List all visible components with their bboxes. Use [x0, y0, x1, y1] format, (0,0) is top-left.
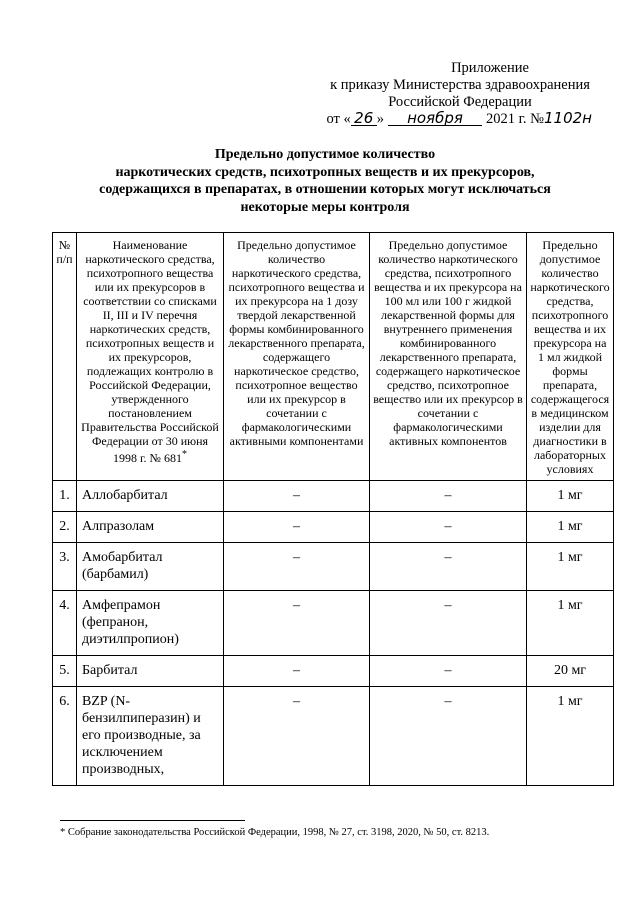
row-diagnostic-limit: 1 мг: [527, 481, 614, 512]
handwritten-day: 26: [351, 111, 377, 126]
row-substance: Алпразолам: [77, 512, 224, 543]
header-diagnostic-device: Предельно допустимое количество наркотического средства, психотропного вещества и их прекурсора на 1 мл жидкой формы препарата, содержащегося в медицинском изделии для диагностики в лабораторных условиях: [527, 233, 614, 481]
row-substance: Барбитал: [77, 656, 224, 687]
row-diagnostic-limit: 1 мг: [527, 543, 614, 591]
header-liquid-form: Предельно допустимое количество наркотического средства, психотропного вещества и их прекурсора на 100 мл или 100 г жидкой лекарственной формы для внутреннего применения комбинированного лекарственного препарата, содержащего наркотическое средство, психотропное вещество или их прекурсор в сочетании с фармакологическими активных компонентов: [370, 233, 527, 481]
row-diagnostic-limit: 20 мг: [527, 656, 614, 687]
table-row: [53, 512, 614, 543]
row-liquid-form: –: [370, 687, 527, 786]
table-row: [53, 687, 614, 786]
row-number: 3.: [53, 543, 77, 591]
row-solid-dose: –: [224, 481, 370, 512]
table-header-row: [53, 233, 614, 481]
row-number: 1.: [53, 481, 77, 512]
row-liquid-form: –: [370, 656, 527, 687]
row-number: 2.: [53, 512, 77, 543]
row-solid-dose: –: [224, 591, 370, 656]
row-solid-dose: –: [224, 512, 370, 543]
row-number: 6.: [53, 687, 77, 786]
handwritten-order-number: 1102н: [544, 109, 592, 127]
row-liquid-form: –: [370, 591, 527, 656]
footnote-divider: [60, 820, 245, 821]
table-row: [53, 481, 614, 512]
handwritten-month: ноября: [388, 111, 482, 126]
row-diagnostic-limit: 1 мг: [527, 591, 614, 656]
annex-block: [300, 60, 620, 128]
row-number: 5.: [53, 656, 77, 687]
row-solid-dose: –: [224, 543, 370, 591]
row-solid-dose: –: [224, 687, 370, 786]
limits-table: [52, 232, 614, 786]
row-liquid-form: –: [370, 543, 527, 591]
annex-year: 2021 г. №: [485, 111, 544, 127]
row-liquid-form: –: [370, 481, 527, 512]
row-substance: BZP (N-бензилпиперазин) и его производные, за исключением производных,: [77, 687, 224, 786]
row-diagnostic-limit: 1 мг: [527, 512, 614, 543]
table-row: [53, 656, 614, 687]
annex-title: Приложение: [451, 60, 529, 76]
header-substance-name: Наименование наркотического средства, психотропного вещества или их прекурсоров в соответствии со списками II, III и IV перечня наркотических средств, психотропных веществ и их прекурсоров, подлежащих контролю в Российской Федерации, утвержденного постановлением Правительства Российской Федерации от 30 июня 1998 г. № 681*: [77, 233, 224, 481]
footnote: * Собрание законодательства Российской Федерации, 1998, № 27, ст. 3198, 2020, № 50, ст. 8213.: [60, 827, 490, 838]
annex-order-line: к приказу Министерства здравоохранения: [330, 77, 590, 93]
table-row: [53, 543, 614, 591]
row-substance: Амфепрамон (фепранон, диэтилпропион): [77, 591, 224, 656]
header-number: № п/п: [53, 233, 77, 481]
row-substance: Аллобарбитал: [77, 481, 224, 512]
annex-date-line: от « 26 » ноября 2021 г. №1102н: [300, 111, 620, 128]
row-substance: Амобарбитал (барбамил): [77, 543, 224, 591]
row-solid-dose: –: [224, 656, 370, 687]
document-title: Предельно допустимое количество наркотических средств, психотропных веществ и их прекурсоров, содержащихся в препаратах, в отношении которых могут исключаться некоторые меры контроля: [99, 147, 551, 215]
row-number: 4.: [53, 591, 77, 656]
table-row: [53, 591, 614, 656]
annex-federation-line: Российской Федерации: [388, 94, 532, 110]
row-diagnostic-limit: 1 мг: [527, 687, 614, 786]
row-liquid-form: –: [370, 512, 527, 543]
header-solid-dose: Предельно допустимое количество наркотического средства, психотропного вещества и их прекурсора на 1 дозу твердой лекарственной формы комбинированного лекарственного препарата, содержащего наркотическое средство, психотропное вещество или их прекурсор в сочетании с фармакологическими активными компонентами: [224, 233, 370, 481]
